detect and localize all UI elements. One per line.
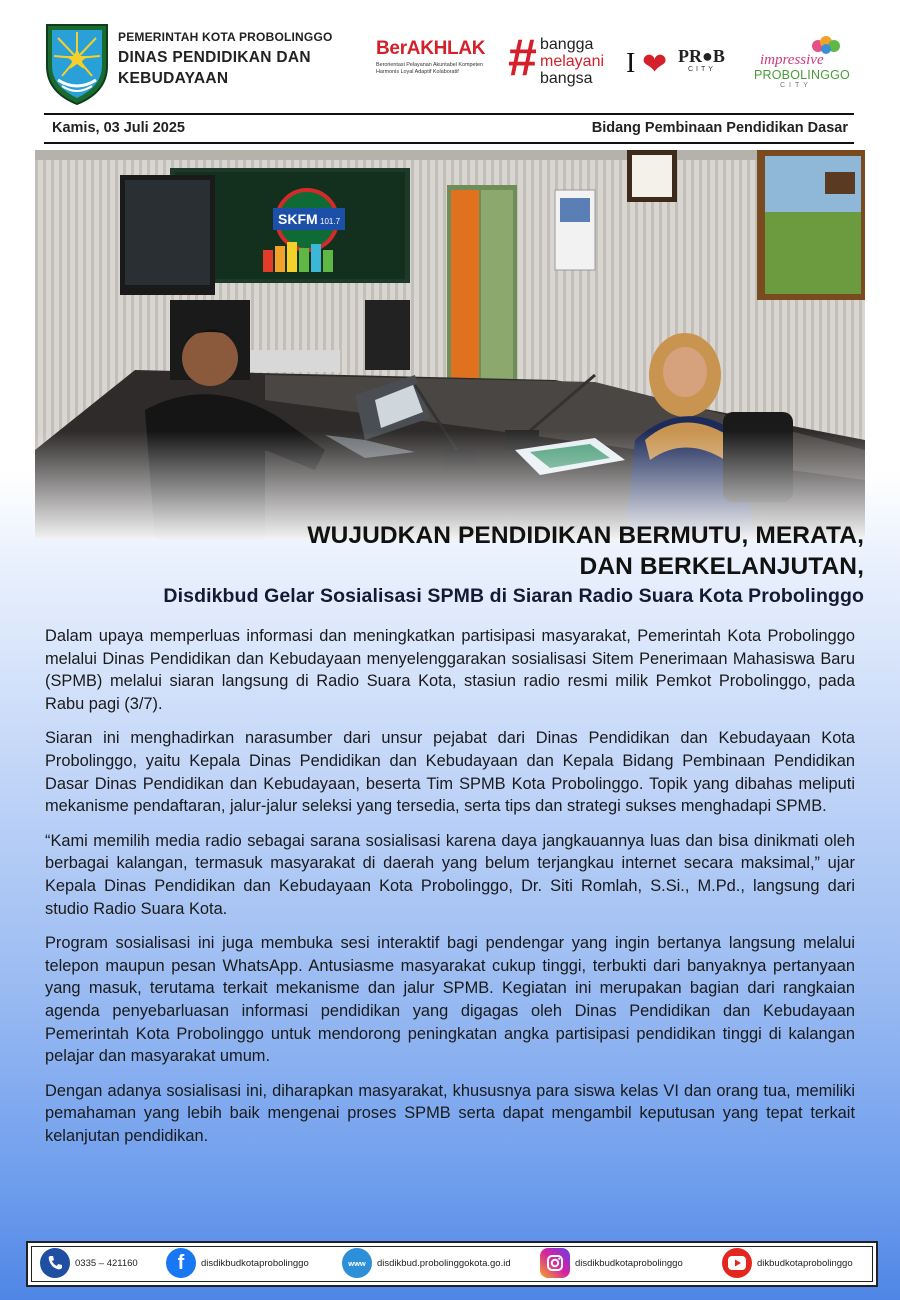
facebook-icon: f bbox=[166, 1248, 196, 1278]
top-rule bbox=[44, 113, 854, 115]
iprob-prob: PR●B bbox=[678, 46, 725, 66]
phone-icon bbox=[40, 1248, 70, 1278]
website-url: disdikbud.probolinggokota.go.id bbox=[377, 1257, 511, 1269]
letterhead bbox=[0, 0, 900, 112]
article-headline bbox=[307, 520, 864, 582]
bottom-rule bbox=[44, 142, 854, 144]
footer-phone[interactable] bbox=[40, 1247, 138, 1279]
instagram-handle: disdikbudkotaprobolinggo bbox=[575, 1257, 683, 1269]
article-photo bbox=[35, 150, 865, 540]
contact-footer bbox=[26, 1241, 878, 1287]
footer-facebook[interactable] bbox=[166, 1247, 309, 1279]
impressive-probolinggo-logo bbox=[752, 34, 858, 90]
paragraph-4: Program sosialisasi ini juga membuka sesi interaktif bagi pendengar yang ingin bertanya langsung melalui telepon maupun pesan WhatsApp. Antusiasme masyarakat cukup tinggi, terbukti dari banyaknya pertanyaan yang masuk, terutama terkait mekanisme dan jalur SPMB. Kegiatan ini merupakan bagian dari rangkaian agenda penyebarluasan informasi pendidikan yang digagas oleh Dinas Pendidikan dan Kebudayaan Pemerintah Kota Probolinggo untuk mendorong peningkatan angka partisipasi pendidikan tinggi di kalangan pelajar dan masyarakat umum. bbox=[45, 934, 855, 1066]
headline-line-1: WUJUDKAN PENDIDIKAN BERMUTU, MERATA, bbox=[307, 522, 864, 549]
article-subheadline: Disdikbud Gelar Sosialisasi SPMB di Siaran Radio Suara Kota Probolinggo bbox=[163, 585, 864, 607]
globe-icon: www bbox=[342, 1248, 372, 1278]
paragraph-5: Dengan adanya sosialisasi ini, diharapkan masyarakat, khususnya para siswa kelas VI dan orang tua, memiliki pemahaman yang lebih baik mengenai proses SPMB serta dapat mengambil keputusan yang tepat terkait kelanjutan pendidikan. bbox=[45, 1081, 855, 1145]
headline-line-2: DAN BERKELANJUTAN, bbox=[579, 553, 864, 580]
iprob-i: I bbox=[626, 48, 636, 79]
division-name: Bidang Pembinaan Pendidikan Dasar bbox=[591, 120, 848, 136]
radio-studio-illustration bbox=[35, 150, 865, 540]
paragraph-3: “Kami memilih media radio sebagai sarana sosialisasi karena daya jangkauannya luas dan bisa dinikmati oleh berbagai kalangan, termasuk masyarakat di daerah yang belum terjangkau internet secara maksimal,” ujar Kepala Dinas Pendidikan dan Kebudayaan Kota Probolinggo, Dr. Siti Romlah, S.Si., M.Pd., langsung dari studio Radio Suara Kota. bbox=[45, 831, 855, 918]
bangga-melayani-bangsa-logo bbox=[508, 29, 624, 90]
department-name: DINAS PENDIDIKAN DAN KEBUDAYAAN bbox=[118, 49, 311, 87]
article-body bbox=[45, 625, 855, 1159]
youtube-icon bbox=[722, 1248, 752, 1278]
berakhlak-wordmark: BerAKHLAK bbox=[376, 38, 486, 59]
bangga-line-1: bangga bbox=[540, 36, 594, 53]
impressive-city-name: PROBOLINGGO bbox=[754, 68, 850, 82]
instagram-icon bbox=[540, 1248, 570, 1278]
bangga-line-3: bangsa bbox=[540, 70, 593, 87]
berakhlak-logo bbox=[376, 38, 508, 88]
hashtag-icon: # bbox=[508, 29, 537, 87]
paragraph-1: Dalam upaya memperluas informasi dan meningkatkan partisipasi masyarakat, Pemerintah Kota Probolinggo melalui Dinas Pendidikan dan Kebudayaan menyelenggarakan sosialisasi Sitem Penerimaan Mahasiswa Baru (SPMB) melalui siaran langsung di Radio Suara Kota, stasiun radio resmi milik Pemkot Probolinggo, pada Rabu pagi (3/7). bbox=[45, 627, 855, 713]
phone-number: 0335 – 421160 bbox=[75, 1257, 138, 1269]
footer-youtube[interactable] bbox=[722, 1247, 853, 1279]
facebook-handle: disdikbudkotaprobolinggo bbox=[201, 1257, 309, 1269]
paragraph-2: Siaran ini menghadirkan narasumber dari unsur pejabat dari Dinas Pendidikan dan Kebudayaan Kota Probolinggo, yaitu Kepala Dinas Pendidikan dan Kebudayaan dan Kepala Bidang Pembinaan Pendidikan Dasar Dinas Pendidikan dan Kebudayaan, beserta Tim SPMB Kota Probolinggo. Topik yang dibahas meliputi mekanisme pendaftaran, jalur-jalur seleksi yang tersedia, serta tips dan strategi sukses menghadapi SPMB. bbox=[45, 729, 855, 816]
i-love-prob-city-logo bbox=[626, 46, 736, 82]
city-crest-icon bbox=[44, 22, 110, 106]
youtube-handle: dikbudkotaprobolinggo bbox=[757, 1257, 853, 1269]
impressive-city: CITY bbox=[780, 82, 812, 89]
publish-date: Kamis, 03 Juli 2025 bbox=[52, 120, 185, 136]
bangga-line-2: melayani bbox=[540, 53, 605, 70]
heart-icon: ❤ bbox=[642, 48, 668, 81]
footer-instagram[interactable] bbox=[540, 1247, 683, 1279]
impressive-word: impressive bbox=[760, 52, 824, 68]
government-name: PEMERINTAH KOTA PROBOLINGGO bbox=[118, 30, 333, 44]
berakhlak-tagline: Berorientasi Pelayanan Akuntabel Kompeten Harmonis Loyal Adaptif Kolaboratif bbox=[376, 62, 483, 75]
footer-website[interactable] bbox=[342, 1247, 511, 1279]
iprob-city: CITY bbox=[688, 66, 716, 73]
